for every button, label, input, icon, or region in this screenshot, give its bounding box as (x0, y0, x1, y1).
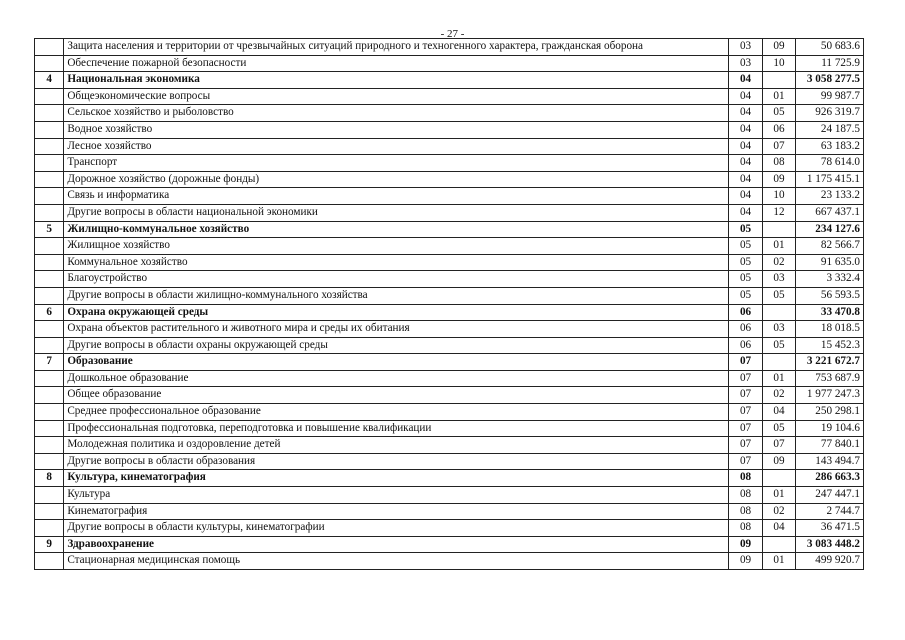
row-number-cell (35, 254, 64, 271)
row-number-cell: 8 (35, 470, 64, 487)
section-row (35, 72, 864, 89)
section-row (35, 221, 864, 238)
amount-cell: 99 987.7 (796, 88, 864, 105)
row-name-cell: Общее образование (64, 387, 729, 404)
table-row (35, 487, 864, 504)
table-row (35, 155, 864, 172)
subsection-code-cell (762, 536, 795, 553)
row-number-cell (35, 404, 64, 421)
row-name-cell: Связь и информатика (64, 188, 729, 205)
subsection-code-cell (762, 354, 795, 371)
subsection-code-cell: 02 (762, 254, 795, 271)
amount-cell: 18 018.5 (796, 321, 864, 338)
section-row (35, 354, 864, 371)
subsection-code-cell: 05 (762, 287, 795, 304)
row-name-cell: Защита населения и территории от чрезвычайных ситуаций природного и техногенного характера, гражданская оборона (64, 39, 729, 56)
row-name-cell: Другие вопросы в области культуры, кинематографии (64, 520, 729, 537)
row-number-cell (35, 437, 64, 454)
row-name-cell: Коммунальное хозяйство (64, 254, 729, 271)
row-name-cell: Среднее профессиональное образование (64, 404, 729, 421)
row-number-cell (35, 337, 64, 354)
table-row (35, 138, 864, 155)
subsection-code-cell: 09 (762, 453, 795, 470)
row-number-cell (35, 520, 64, 537)
subsection-code-cell: 05 (762, 420, 795, 437)
subsection-code-cell: 01 (762, 238, 795, 255)
amount-cell: 63 183.2 (796, 138, 864, 155)
amount-cell: 234 127.6 (796, 221, 864, 238)
row-number-cell (35, 39, 64, 56)
row-number-cell (35, 553, 64, 570)
section-code-cell: 07 (729, 420, 762, 437)
row-number-cell (35, 420, 64, 437)
amount-cell: 1 175 415.1 (796, 171, 864, 188)
table-row (35, 437, 864, 454)
section-code-cell: 08 (729, 470, 762, 487)
section-code-cell: 08 (729, 503, 762, 520)
row-name-cell: Сельское хозяйство и рыболовство (64, 105, 729, 122)
subsection-code-cell: 02 (762, 503, 795, 520)
table-row (35, 387, 864, 404)
amount-cell: 19 104.6 (796, 420, 864, 437)
subsection-code-cell: 10 (762, 188, 795, 205)
amount-cell: 143 494.7 (796, 453, 864, 470)
table-row (35, 503, 864, 520)
table-row (35, 453, 864, 470)
row-number-cell (35, 188, 64, 205)
section-code-cell: 04 (729, 204, 762, 221)
amount-cell: 91 635.0 (796, 254, 864, 271)
section-code-cell: 05 (729, 238, 762, 255)
section-row (35, 536, 864, 553)
subsection-code-cell: 01 (762, 88, 795, 105)
section-code-cell: 05 (729, 221, 762, 238)
subsection-code-cell: 03 (762, 271, 795, 288)
section-code-cell: 04 (729, 121, 762, 138)
amount-cell: 24 187.5 (796, 121, 864, 138)
section-code-cell: 09 (729, 553, 762, 570)
amount-cell: 36 471.5 (796, 520, 864, 537)
row-number-cell (35, 105, 64, 122)
table-row (35, 55, 864, 72)
section-code-cell: 08 (729, 520, 762, 537)
subsection-code-cell (762, 72, 795, 89)
row-name-cell: Обеспечение пожарной безопасности (64, 55, 729, 72)
section-code-cell: 09 (729, 536, 762, 553)
section-code-cell: 04 (729, 171, 762, 188)
amount-cell: 77 840.1 (796, 437, 864, 454)
row-name-cell: Профессиональная подготовка, переподготовка и повышение квалификации (64, 420, 729, 437)
amount-cell: 82 566.7 (796, 238, 864, 255)
subsection-code-cell: 10 (762, 55, 795, 72)
section-code-cell: 07 (729, 404, 762, 421)
row-name-cell: Молодежная политика и оздоровление детей (64, 437, 729, 454)
amount-cell: 3 332.4 (796, 271, 864, 288)
row-name-cell: Общеэкономические вопросы (64, 88, 729, 105)
table-row (35, 404, 864, 421)
section-code-cell: 03 (729, 39, 762, 56)
subsection-code-cell: 06 (762, 121, 795, 138)
row-number-cell (35, 155, 64, 172)
amount-cell: 78 614.0 (796, 155, 864, 172)
row-number-cell (35, 487, 64, 504)
row-name-cell: Культура, кинематография (64, 470, 729, 487)
table-row (35, 171, 864, 188)
table-row (35, 370, 864, 387)
row-name-cell: Дошкольное образование (64, 370, 729, 387)
row-number-cell (35, 453, 64, 470)
row-name-cell: Жилищно-коммунальное хозяйство (64, 221, 729, 238)
table-row (35, 337, 864, 354)
section-code-cell: 04 (729, 138, 762, 155)
amount-cell: 247 447.1 (796, 487, 864, 504)
subsection-code-cell: 05 (762, 105, 795, 122)
subsection-code-cell: 12 (762, 204, 795, 221)
section-code-cell: 06 (729, 304, 762, 321)
table-row (35, 271, 864, 288)
amount-cell: 3 058 277.5 (796, 72, 864, 89)
row-name-cell: Другие вопросы в области образования (64, 453, 729, 470)
row-name-cell: Охрана объектов растительного и животного мира и среды их обитания (64, 321, 729, 338)
subsection-code-cell: 02 (762, 387, 795, 404)
table-row (35, 204, 864, 221)
row-number-cell (35, 271, 64, 288)
subsection-code-cell: 01 (762, 487, 795, 504)
section-code-cell: 06 (729, 337, 762, 354)
row-name-cell: Образование (64, 354, 729, 371)
row-name-cell: Благоустройство (64, 271, 729, 288)
section-code-cell: 04 (729, 188, 762, 205)
section-code-cell: 04 (729, 72, 762, 89)
table-row (35, 420, 864, 437)
row-number-cell (35, 387, 64, 404)
section-code-cell: 07 (729, 354, 762, 371)
section-code-cell: 05 (729, 254, 762, 271)
section-code-cell: 06 (729, 321, 762, 338)
row-name-cell: Водное хозяйство (64, 121, 729, 138)
subsection-code-cell: 04 (762, 520, 795, 537)
section-code-cell: 04 (729, 105, 762, 122)
table-row (35, 121, 864, 138)
row-name-cell: Национальная экономика (64, 72, 729, 89)
table-row (35, 105, 864, 122)
section-code-cell: 07 (729, 387, 762, 404)
row-name-cell: Другие вопросы в области национальной экономики (64, 204, 729, 221)
amount-cell: 926 319.7 (796, 105, 864, 122)
amount-cell: 250 298.1 (796, 404, 864, 421)
subsection-code-cell: 07 (762, 437, 795, 454)
amount-cell: 11 725.9 (796, 55, 864, 72)
row-name-cell: Лесное хозяйство (64, 138, 729, 155)
amount-cell: 2 744.7 (796, 503, 864, 520)
amount-cell: 33 470.8 (796, 304, 864, 321)
amount-cell: 23 133.2 (796, 188, 864, 205)
row-number-cell (35, 204, 64, 221)
row-number-cell (35, 121, 64, 138)
amount-cell: 15 452.3 (796, 337, 864, 354)
row-name-cell: Стационарная медицинская помощь (64, 553, 729, 570)
row-number-cell: 4 (35, 72, 64, 89)
row-name-cell: Здравоохранение (64, 536, 729, 553)
row-name-cell: Культура (64, 487, 729, 504)
row-number-cell: 9 (35, 536, 64, 553)
budget-table-body (35, 39, 864, 570)
amount-cell: 499 920.7 (796, 553, 864, 570)
section-code-cell: 04 (729, 88, 762, 105)
table-row (35, 520, 864, 537)
table-row (35, 39, 864, 56)
subsection-code-cell: 03 (762, 321, 795, 338)
table-row (35, 321, 864, 338)
row-number-cell (35, 88, 64, 105)
section-row (35, 304, 864, 321)
subsection-code-cell: 01 (762, 553, 795, 570)
row-number-cell (35, 287, 64, 304)
row-number-cell (35, 238, 64, 255)
amount-cell: 286 663.3 (796, 470, 864, 487)
amount-cell: 1 977 247.3 (796, 387, 864, 404)
subsection-code-cell (762, 470, 795, 487)
subsection-code-cell: 08 (762, 155, 795, 172)
section-code-cell: 05 (729, 287, 762, 304)
subsection-code-cell: 04 (762, 404, 795, 421)
budget-table (34, 38, 864, 570)
table-row (35, 553, 864, 570)
subsection-code-cell: 07 (762, 138, 795, 155)
row-number-cell: 5 (35, 221, 64, 238)
table-row (35, 287, 864, 304)
row-name-cell: Транспорт (64, 155, 729, 172)
subsection-code-cell: 09 (762, 171, 795, 188)
page-number: - 27 - (440, 28, 465, 40)
subsection-code-cell: 01 (762, 370, 795, 387)
section-code-cell: 07 (729, 437, 762, 454)
section-code-cell: 07 (729, 370, 762, 387)
row-name-cell: Охрана окружающей среды (64, 304, 729, 321)
table-row (35, 254, 864, 271)
row-number-cell (35, 138, 64, 155)
amount-cell: 3 083 448.2 (796, 536, 864, 553)
row-name-cell: Дорожное хозяйство (дорожные фонды) (64, 171, 729, 188)
row-number-cell: 6 (35, 304, 64, 321)
row-name-cell: Жилищное хозяйство (64, 238, 729, 255)
row-number-cell (35, 503, 64, 520)
row-number-cell (35, 370, 64, 387)
subsection-code-cell (762, 304, 795, 321)
row-name-cell: Кинематография (64, 503, 729, 520)
subsection-code-cell (762, 221, 795, 238)
section-code-cell: 08 (729, 487, 762, 504)
row-name-cell: Другие вопросы в области охраны окружающей среды (64, 337, 729, 354)
section-code-cell: 04 (729, 155, 762, 172)
amount-cell: 56 593.5 (796, 287, 864, 304)
section-code-cell: 07 (729, 453, 762, 470)
section-code-cell: 05 (729, 271, 762, 288)
subsection-code-cell: 09 (762, 39, 795, 56)
row-number-cell (35, 55, 64, 72)
section-row (35, 470, 864, 487)
table-row (35, 88, 864, 105)
row-number-cell (35, 321, 64, 338)
amount-cell: 753 687.9 (796, 370, 864, 387)
subsection-code-cell: 05 (762, 337, 795, 354)
amount-cell: 3 221 672.7 (796, 354, 864, 371)
row-name-cell: Другие вопросы в области жилищно-коммунального хозяйства (64, 287, 729, 304)
table-row (35, 238, 864, 255)
row-number-cell (35, 171, 64, 188)
table-row (35, 188, 864, 205)
amount-cell: 50 683.6 (796, 39, 864, 56)
amount-cell: 667 437.1 (796, 204, 864, 221)
section-code-cell: 03 (729, 55, 762, 72)
row-number-cell: 7 (35, 354, 64, 371)
